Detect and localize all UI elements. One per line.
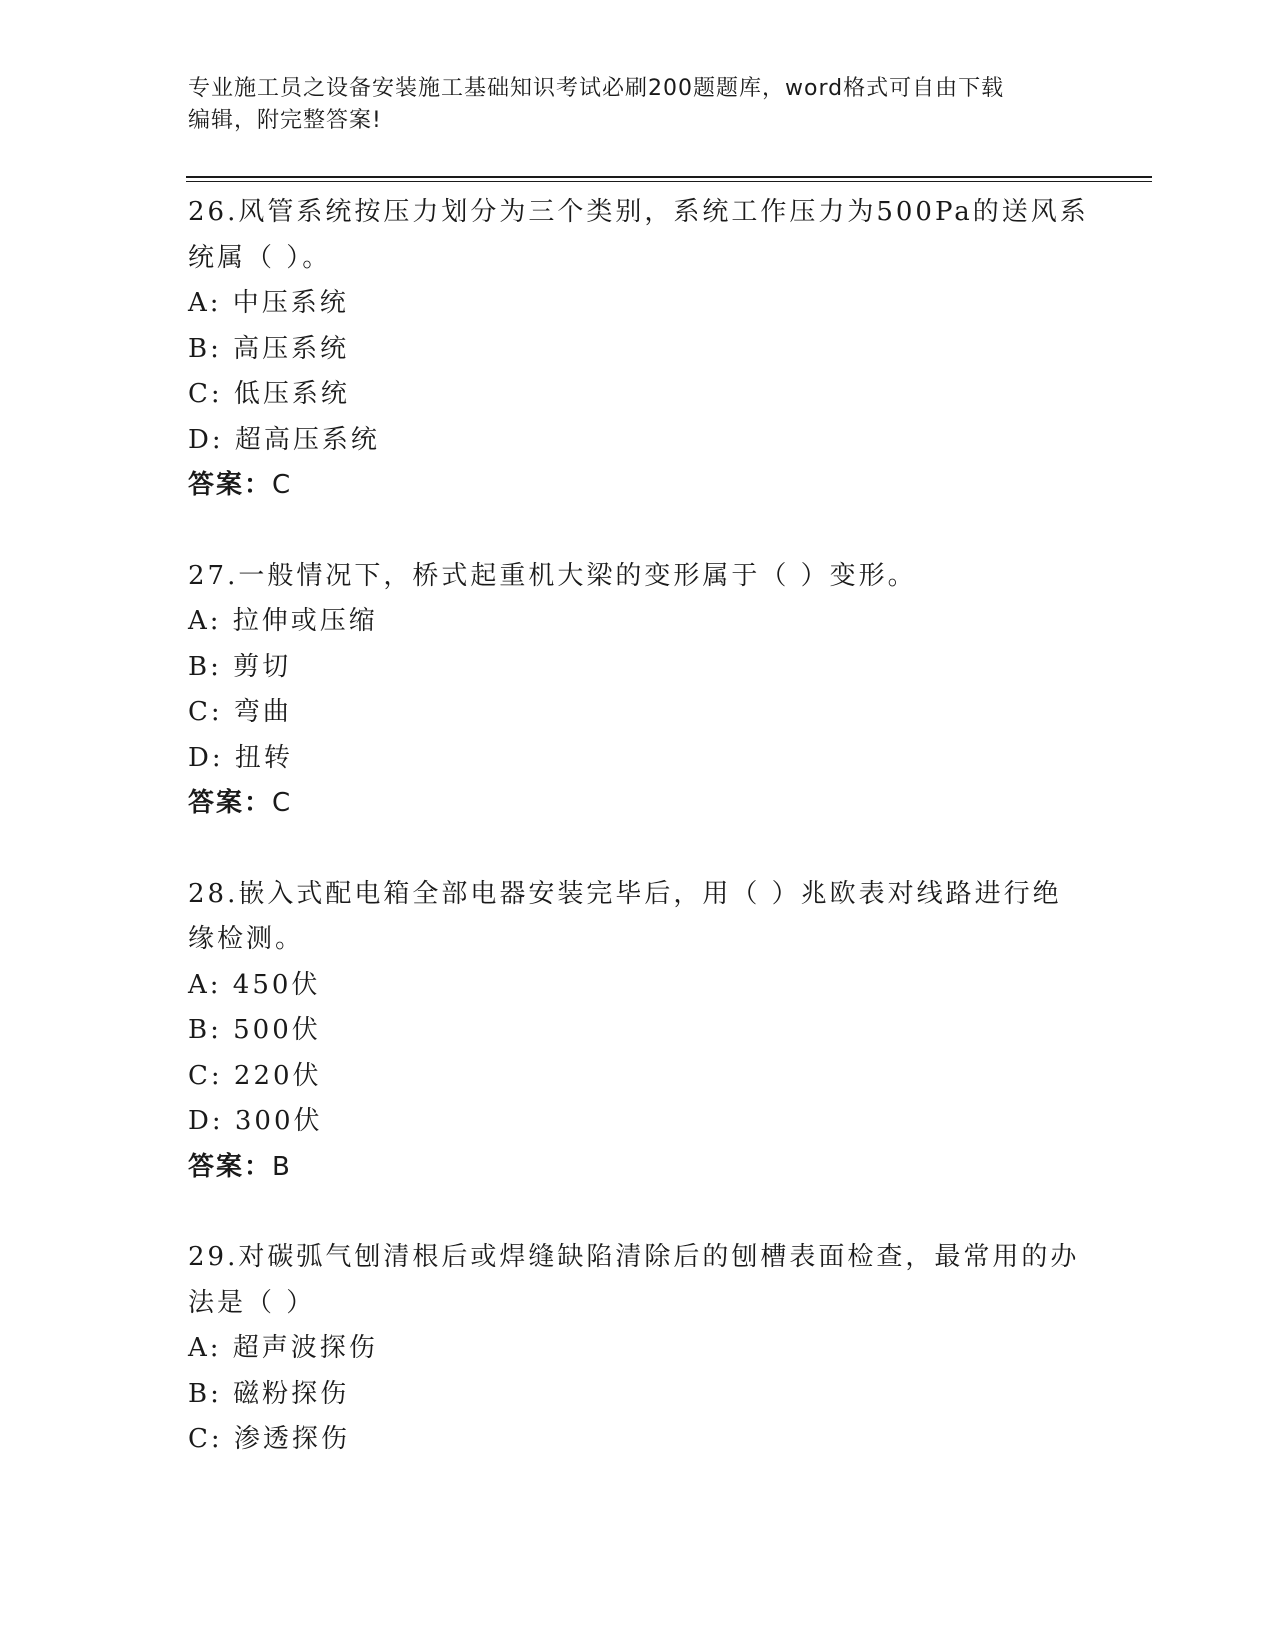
- question-stem-line: 26.风管系统按压力划分为三个类别，系统工作压力为500Pa的送风系: [188, 197, 1089, 227]
- header-line-1: 专业施工员之设备安装施工基础知识考试必刷200题题库，word格式可自由下载: [188, 76, 1005, 101]
- question-29: [188, 1235, 1088, 1463]
- option-d: D: 300伏: [188, 1106, 323, 1136]
- answer-line: [188, 463, 1088, 509]
- answer-value: C: [272, 470, 293, 500]
- answer-value: B: [272, 1151, 292, 1182]
- option-c: C: 渗透探伤: [188, 1424, 350, 1454]
- option-a: A: 中压系统: [188, 288, 349, 318]
- answer-label: 答案：: [188, 788, 273, 818]
- option-a: A: 拉伸或压缩: [188, 606, 378, 636]
- option-b: B: 磁粉探伤: [188, 1378, 350, 1409]
- question-28: [188, 872, 1088, 1191]
- question-stem-line: 法是（ ）: [188, 1287, 316, 1318]
- option-a: A: 超声波探伤: [188, 1333, 378, 1363]
- question-stem-line: 29.对碳弧气刨清根后或焊缝缺陷清除后的刨槽表面检查，最常用的办: [188, 1242, 1080, 1272]
- option-c: C: 低压系统: [188, 379, 350, 409]
- header-divider-thin: [186, 181, 1152, 182]
- question-27: [188, 554, 1088, 827]
- option-b: B: 高压系统: [188, 333, 350, 364]
- document-header: [188, 73, 1088, 137]
- option-b: B: 剪切: [188, 651, 292, 682]
- answer-label: 答案：: [188, 1151, 273, 1182]
- answer-line: [188, 781, 1088, 827]
- question-list: [188, 190, 1088, 1508]
- question-stem-line: 28.嵌入式配电箱全部电器安装完毕后，用（ ）兆欧表对线路进行绝: [188, 878, 1062, 909]
- answer-value: C: [272, 788, 293, 818]
- header-line-2: 编辑，附完整答案!: [188, 108, 382, 133]
- question-stem-line: 统属（ ）。: [188, 242, 332, 273]
- answer-line: [188, 1145, 1088, 1191]
- answer-label: 答案：: [188, 470, 273, 500]
- option-b: B: 500伏: [188, 1015, 321, 1045]
- option-c: C: 220伏: [188, 1060, 322, 1091]
- question-stem-line: 缘检测。: [188, 924, 305, 954]
- header-divider-thick: [186, 176, 1152, 178]
- option-d: D: 扭转: [188, 742, 293, 773]
- option-c: C: 弯曲: [188, 697, 292, 727]
- option-a: A: 450伏: [188, 969, 321, 1000]
- question-26: [188, 190, 1088, 509]
- question-stem-line: 27.一般情况下，桥式起重机大梁的变形属于（ ）变形。: [188, 560, 917, 591]
- option-d: D: 超高压系统: [188, 424, 380, 455]
